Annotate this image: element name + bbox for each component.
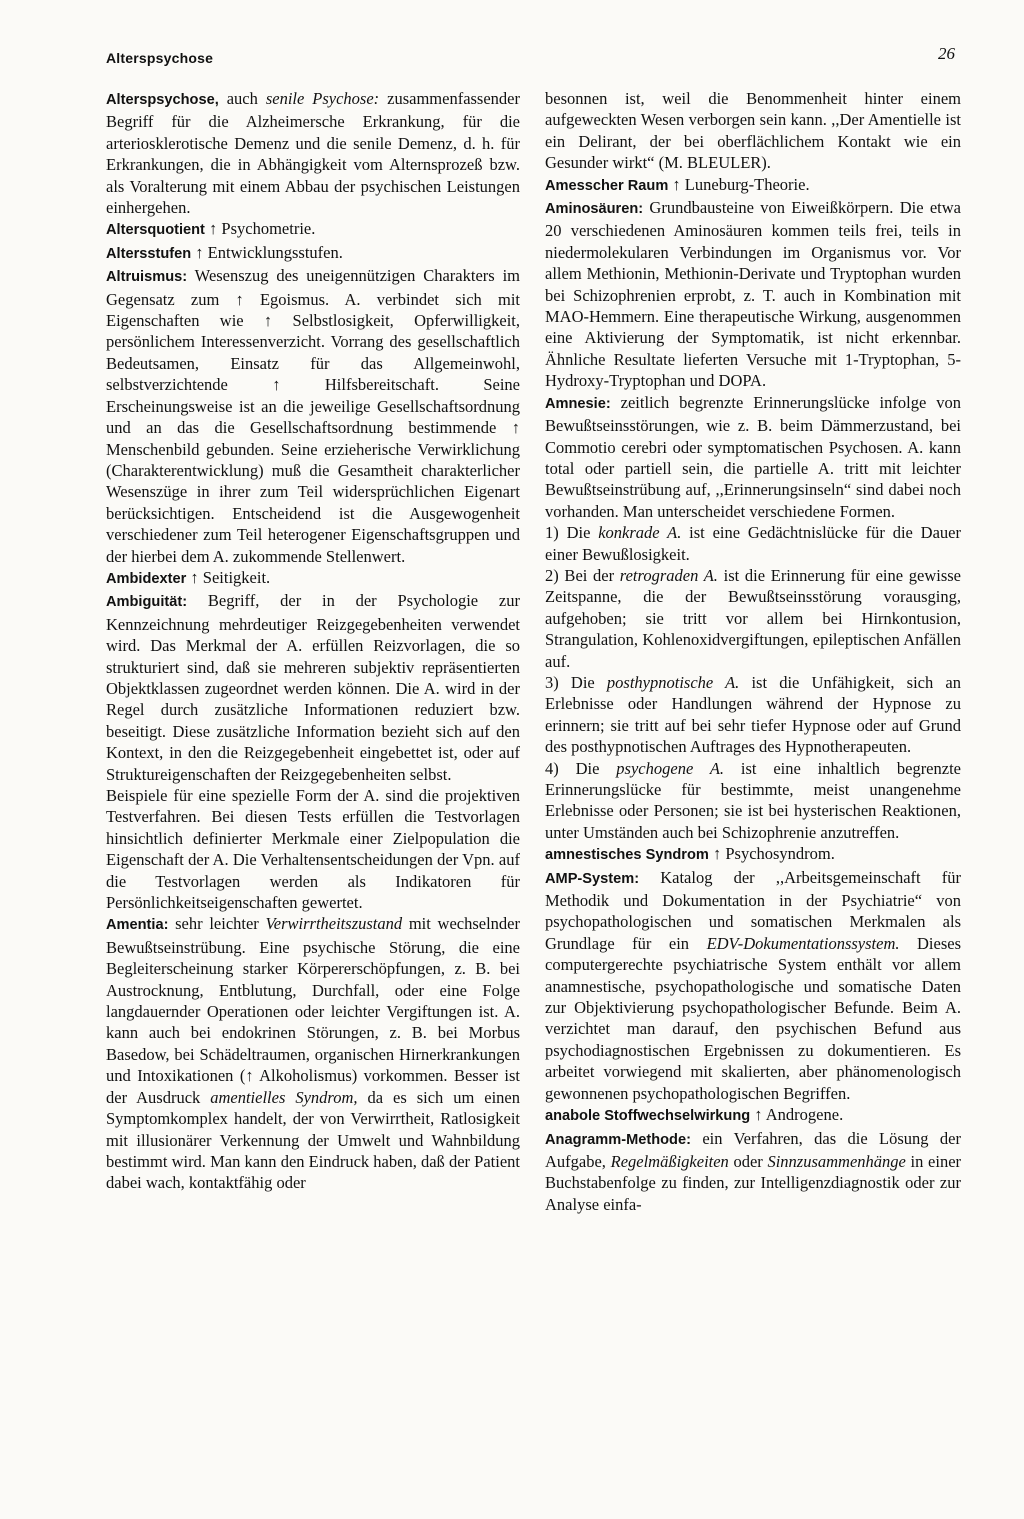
entry-term: AMP-System:: [545, 870, 640, 887]
entry-ambiguitaet: Ambiguität: Begriff, der in der Psychologie zur Kennzeichnung mehrdeutiger Reizgegebenheiten verwendet wird. Das Merkmal der A. erfüllen Reizvorlagen, die so strukturiert sind, daß sie mehreren subjektiv repräsentierten Objektklassen zugeordnet werden können. Die A. wird in der Regel durch zusätzliche Informationen reduziert bzw. beseitigt. Diese zusätzliche Information bezieht sich auf den Kontext, in den die Reizgegebenheit eingebettet ist, oder auf Struktureigenschaften der Reizgegebenheiten selbst.: [106, 591, 520, 784]
entry-altersstufen: Altersstufen ↑ Entwicklungsstufen.: [106, 242, 343, 262]
entry-term: Aminosäuren:: [545, 201, 644, 218]
entry-amnestisches-syndrom: amnestisches Syndrom ↑ Psychosyndrom.: [545, 844, 835, 864]
entry-term: Altersstufen: [106, 245, 192, 262]
entry-anabole-stoffwechselwirkung: anabole Stoffwechselwirkung ↑ Androgene.: [545, 1105, 844, 1125]
entry-term: Altersquotient: [106, 222, 205, 239]
entry-term: Alterspsychose,: [106, 92, 219, 108]
entry-aminosaeuren: Aminosäuren: Grundbausteine von Eiweißkörpern. Die etwa 20 verschiedenen Aminosäuren kommen teils frei, teils in niedermolekularen Verbindungen im Organismus vor. Vor allem Methionin, Methionin-Derivate und Tryptophan wurden bei Schizophrenien erprobt, z. T. auch in Kombination mit MAO-Hemmern. Eine therapeutische Wirkung, ausgenommen eine Aktivierung der Symptomatik, ist nicht erkennbar. Ähnliche Resultate lieferten Versuche mit 1-Tryptophan, 5-Hydroxy-Tryptophan und DOPA.: [545, 198, 961, 391]
entry-altruismus: Altruismus: Wesenszug des uneigennützigen Charakters im Gegensatz zum ↑ Egoismus. A. verbindet sich mit Eigenschaften wie ↑ Selbstlosigkeit, Opferwilligkeit, persönlichem Interessenverzicht. Vorrang des gesellschaftlich Bedeutsamen, Einsatz für das Allgemeinwohl, selbstverzichtende ↑ Hilfsbereitschaft. Seine Erscheinungsweise ist an die jeweilige Gesellschaftsordnung und an das die Gesellschaftsordnung bestimmende ↑ Menschenbild gebunden. Seine erzieherische Verwirklichung (Charakterentwicklung) muß die Gesamtheit charakterlicher Wesenszüge in ihrer zum Teil widersprüchlichen Eigenart berücksichtigen. Entscheidend ist die Ausgewogenheit verschiedener zum Teil heterogener Eigenschaftsgruppen und der hierbei dem A. zukommende Stellenwert.: [106, 266, 520, 566]
entry-altersquotient: Altersquotient ↑ Psychometrie.: [106, 219, 316, 239]
entry-amp-system: AMP-System: Katalog der ,,Arbeitsgemeinschaft für Methodik und Dokumentation in der Psychiatrie“ von psychopathologischen und somatischen Merkmalen als Grundlage für ein EDV-Dokumentationssystem. Dieses computergerechte psychiatrische System enthält vor allem anamnestische, psychopathologische und somatische Daten zur Objektivierung psychopathologischer Befunde. Beim A. verzichtet man darauf, den psychischen Befund aus psychodiagnostischen Ergebnissen zu dokumentieren. Es arbeitet vorwiegend mit skalierten, aber phänomenologisch gewonnenen psychopathologischen Begriffen.: [545, 867, 961, 1103]
entry-alterspsychose: Alterspsychose, auch senile Psychose: zusammenfassender Begriff für die Alzheimersche Erkrankung, für die arteriosklerotische Demenz und die senile Demenz, d. h. für Erkrankungen, die in Abhängigkeit vom Alternsprozeß bzw. als Voralterung mit einem Abbau der psychischen Leistungen einhergehen.: [106, 89, 520, 218]
entry-amnesie: Amnesie: zeitlich begrenzte Erinnerungslücke infolge von Bewußtseinsstörungen, wie z. B. beim Dämmerzustand, bei Commotio cerebri oder symptomatischen Psychosen. A. kann total oder partiell sein, die partielle A. tritt mit leichter Bewußtseinstrübung auf, ,,Erinnerungsinseln“ sind dabei noch vorhanden. Man unterscheidet verschiedene Formen.: [545, 392, 961, 521]
page-number: 26: [938, 44, 955, 63]
entry-term: Altruismus:: [106, 269, 188, 286]
entry-anagramm-methode: Anagramm-Methode: ein Verfahren, das die Lösung der Aufgabe, Regelmäßigkeiten oder Sinnzusammenhänge in einer Buchstabenfolge zu finden, zur Intelligenzdiagnostik oder zur Analyse einfa-: [545, 1128, 962, 1214]
entry-term: Anagramm-Methode:: [545, 1131, 691, 1148]
entry-term: Amnesie:: [545, 395, 611, 412]
entry-amentia: Amentia: sehr leichter Verwirrtheitszustand mit wechselnder Bewußtseinstrübung. Eine psychische Störung, die eine Begleiterscheinung starker Körpererschöpfungen, z. B. bei Austrocknung, Entblutung, Durchfall, oder eine Folge langdauernder Operationen oder leichter Vergiftungen ist. A. kann auch bei endokrinen Störungen, z. B. bei Morbus Basedow, bei Schädeltraumen, organischen Hirnerkrankungen und Intoxikationen (↑ Alkoholismus) vorkommen. Besser ist der Ausdruck amentielles Syndrom, da es sich um einen Symptomkomplex handelt, der von Verwirrtheit, Ratlosigkeit mit illusionärer Verkennung der Umwelt und Wahnbildung bestimmt wird. Man kann den Eindruck haben, daß der Patient dabei wach, kontaktfähig oder: [106, 914, 520, 1193]
entry-term: Amesscher Raum: [545, 177, 669, 194]
amnesie-item-1: 1) Die konkrade A. ist eine Gedächtnislücke für die Dauer einer Bewußlosigkeit.: [545, 523, 961, 564]
entry-ambiguitaet-paragraph-2: Beispiele für eine spezielle Form der A. sind die projektiven Testverfahren. Bei diesen Tests erfüllen die Testvorlagen hinsichtlich definierter Merkmale einer Zielpopulation die Eigenschaft der A. Die Verhaltensentscheidungen der Vpn. auf die Testvorlagen werden als Indikatoren für Persönlichkeitseigenschaften gewertet.: [106, 786, 520, 913]
amnesie-item-4: 4) Die psychogene A. ist eine inhaltlich begrenzte Erinnerungslücke für bestimmte, meist unangenehme Erlebnisse oder Personen; sie ist bei hysterischen Reaktionen, unter Umständen auch bei Schizophrenie anzutreffen.: [545, 758, 961, 842]
entry-amentia-continued: besonnen ist, weil die Benommenheit hinter einem aufgeweckten Wesen verborgen sein kann. ,,Der Amentielle ist ein Delirant, der bei oberflächlichem Kontakt wie ein Gesunder wirkt“ (M. BLEULER).: [545, 89, 961, 173]
entry-term: Ambiguität:: [106, 594, 188, 611]
entry-term: Ambidexter: [106, 570, 187, 587]
left-column: [106, 88, 520, 1194]
entry-term: Amentia:: [106, 917, 169, 934]
amnesie-item-2: 2) Bei der retrograden A. ist die Erinnerung für eine gewisse Zeitspanne, die der Bewußtseinsstörung vorausging, aufgehoben; sie tritt vor allem bei Hirnkontusion, Strangulation, Kohlenoxidvergiftungen, epileptischen Anfällen auf.: [545, 565, 961, 671]
running-head: Alterspsychose: [106, 50, 214, 66]
entry-amesscher-raum: Amesscher Raum ↑ Luneburg-Theorie.: [545, 174, 810, 194]
entry-ambidexter: Ambidexter ↑ Seitigkeit.: [106, 567, 271, 587]
entry-term: anabole Stoffwechselwirkung: [545, 1108, 751, 1125]
entry-term: amnestisches Syndrom: [545, 847, 709, 864]
right-column: [545, 88, 961, 1215]
amnesie-item-3: 3) Die posthypnotische A. ist die Unfähigkeit, sich an Erlebnisse oder Handlungen während der Hypnose zu erinnern; sie tritt auf bei sehr tiefer Hypnose oder auf Grund des posthypnotischen Auftrages des Hypnotherapeuten.: [545, 672, 961, 757]
